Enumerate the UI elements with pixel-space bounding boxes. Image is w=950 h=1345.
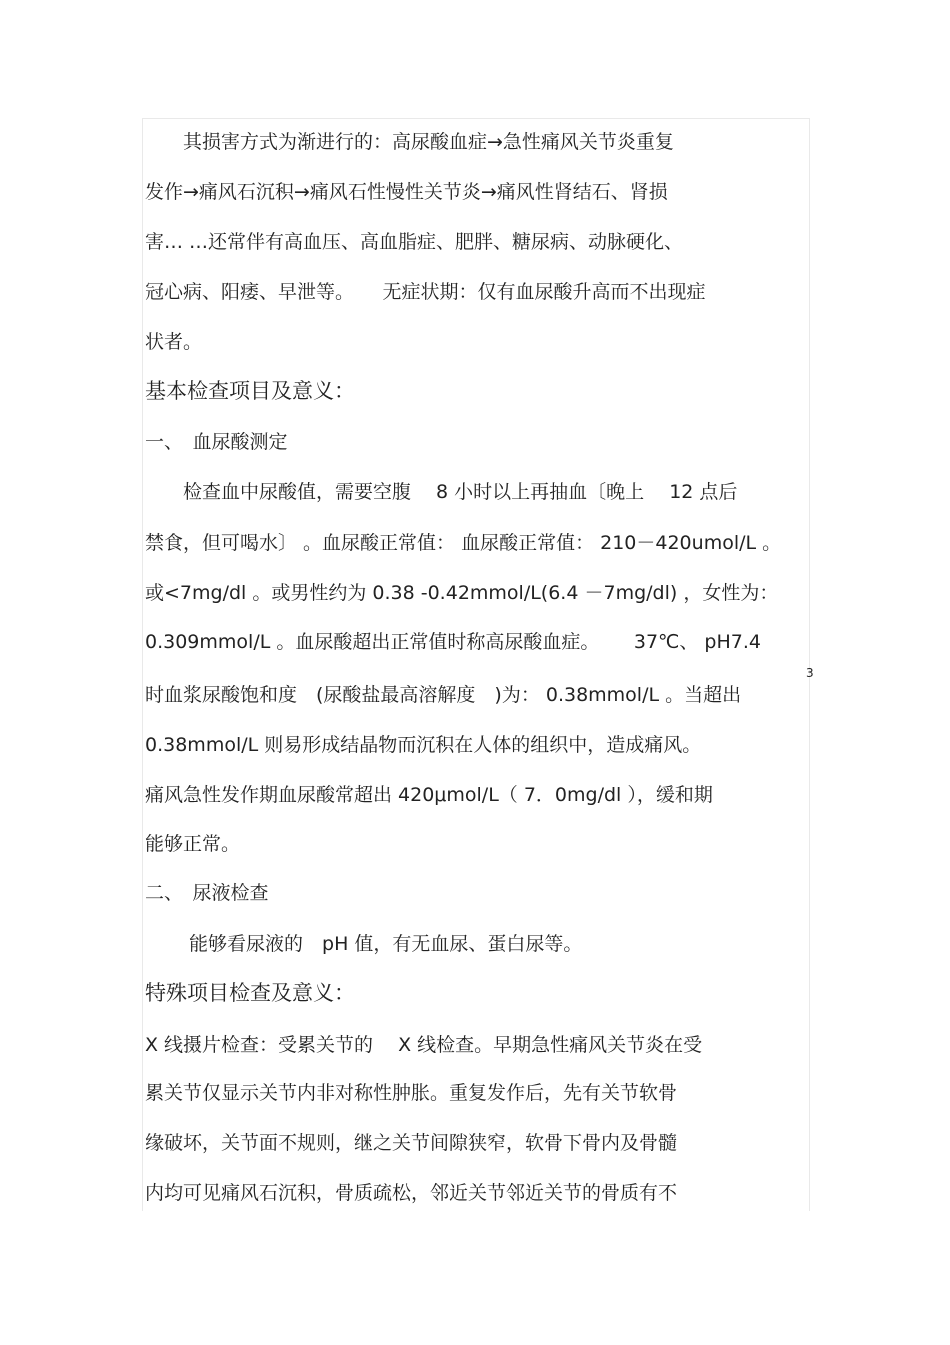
section1-title: 一、 血尿酸测定 bbox=[145, 431, 288, 453]
paragraph-line: 痛风急性发作期血尿酸常超出 420μmol/L（ 7．0mg/dl ），缓和期 bbox=[145, 784, 713, 806]
heading-special-exams: 特殊项目检查及意义： bbox=[145, 981, 355, 1005]
section2-title: 二、 尿液检查 bbox=[145, 882, 269, 904]
paragraph-line: X 线摄片检查：受累关节的 X 线检查。早期急性痛风关节炎在受 bbox=[145, 1034, 703, 1056]
paragraph-line: 累关节仅显示关节内非对称性肿胀。重复发作后，先有关节软骨 bbox=[145, 1082, 678, 1104]
paragraph-line: 0.38mmol/L 则易形成结晶物而沉积在人体的组织中，造成痛风。 bbox=[145, 734, 702, 756]
paragraph-line: 或<7mg/dl 。或男性约为 0.38 -0.42mmol/L(6.4 －7mg/dl) ，女性为： bbox=[145, 582, 779, 604]
heading-basic-exams: 基本检查项目及意义： bbox=[145, 379, 355, 403]
paragraph-line: 0.309mmol/L 。血尿酸超出正常值时称高尿酸血症。 37℃、 pH7.4 bbox=[145, 631, 761, 653]
paragraph-line: 发作→痛风石沉积→痛风石性慢性关节炎→痛风性肾结石、肾损 bbox=[145, 181, 668, 203]
paragraph-line: 禁食，但可喝水〕 。血尿酸正常值： 血尿酸正常值： 210－420umol/L 。 bbox=[145, 532, 782, 554]
paragraph-line: 检查血中尿酸值，需要空腹 8 小时以上再抽血〔晚上 12 点后 bbox=[145, 481, 738, 503]
paragraph-line: 其损害方式为渐进行的：高尿酸血症→急性痛风关节炎重复 bbox=[145, 131, 674, 153]
paragraph-line: 内均可见痛风石沉积，骨质疏松，邻近关节邻近关节的骨质有不 bbox=[145, 1182, 678, 1204]
paragraph-line: 能够看尿液的 pH 值，有无血尿、蛋白尿等。 bbox=[145, 933, 583, 955]
paragraph-line: 能够正常。 bbox=[145, 833, 241, 855]
paragraph-line: 状者。 bbox=[145, 331, 203, 353]
superscript-marker: 3 bbox=[806, 666, 814, 680]
paragraph-line: 冠心病、阳痿、早泄等。 无症状期：仅有血尿酸升高而不出现症 bbox=[145, 281, 706, 303]
paragraph-line: 害… …还常伴有高血压、高血脂症、肥胖、糖尿病、动脉硬化、 bbox=[145, 231, 684, 253]
paragraph-line: 时血浆尿酸饱和度 (尿酸盐最高溶解度 )为： 0.38mmol/L 。当超出 bbox=[145, 684, 742, 706]
paragraph-line: 缘破坏，关节面不规则，继之关节间隙狭窄，软骨下骨内及骨髓 bbox=[145, 1132, 678, 1154]
